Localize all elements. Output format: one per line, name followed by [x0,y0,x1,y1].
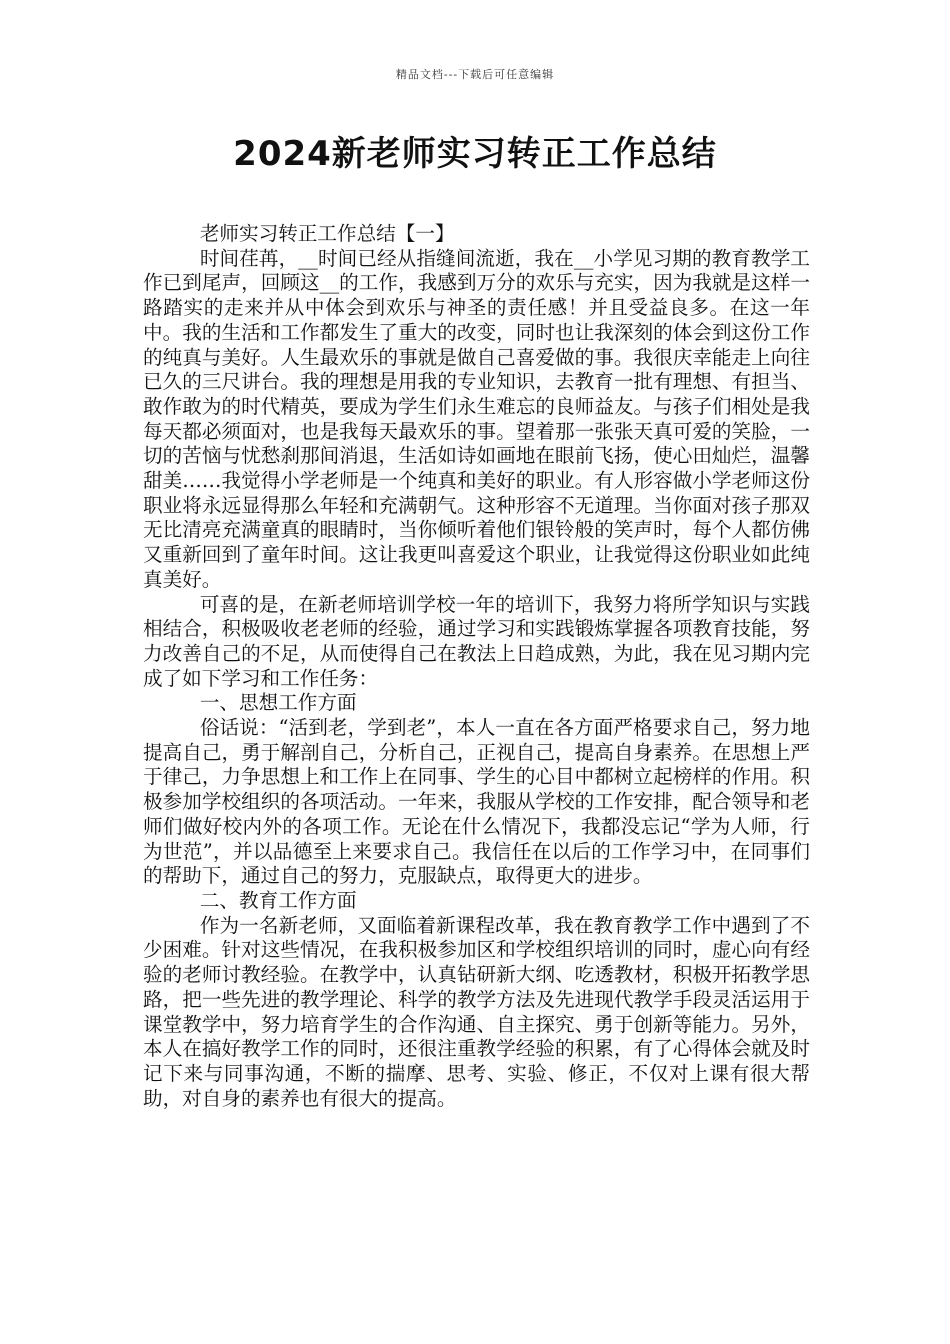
section-heading-education: 二、教育工作方面 [199,888,357,912]
paragraph-training: 可喜的是，在新老师培训学校一年的培训下，我努力将所学知识与实践相结合，积极吸收老老师的经验，通过学习和实践锻炼掌握各项教育技能，努力改善自己的不足，从而使得自己在教法上日趋成熟，为此，我在见习期内完成了如下学习和工作任务： [143,592,810,690]
paragraph-education: 作为一名新老师，又面临着新课程改革，我在教育教学工作中遇到了不少困难。针对这些情况，在我积极参加区和学校组织培训的同时，虚心向有经验的老师讨教经验。在教学中，认真钻研新大纲、吃透教材，积极开拓教学思路，把一些先进的教学理论、科学的教学方法及先进现代教学手段灵活运用于课堂教学中，努力培育学生的合作沟通、自主探究、勇于创新等能力。另外，本人在搞好教学工作的同时，还很注重教学经验的积累，有了心得体会就及时记下来与同事沟通，不断的揣摩、思考、实验、修正，不仅对上课有很大帮助，对自身的素养也有很大的提高。 [143,913,810,1110]
paragraph-intro: 时间荏苒，__时间已经从指缝间流逝，我在__小学见习期的教育教学工作已到尾声，回顾这__的工作，我感到万分的欢乐与充实，因为我就是这样一路踏实的走来并从中体会到欢乐与神圣的责任感！并且受益良多。在这一年中。我的生活和工作都发生了重大的改变，同时也让我深刻的体会到这份工作的纯真与美好。人生最欢乐的事就是做自己喜爱做的事。我很庆幸能走上向往已久的三尺讲台。我的理想是用我的专业知识，去教育一批有理想、有担当、敢作敢为的时代精英，要成为学生们永生难忘的良师益友。与孩子们相处是我每天都必须面对，也是我每天最欢乐的事。望着那一张张天真可爱的笑脸，一切的苦恼与忧愁刹那间消退，生活如诗如画地在眼前飞扬，使心田灿烂，温馨甜美……我觉得小学老师是一个纯真和美好的职业。有人形容做小学老师这份职业将永远显得那么年轻和充满朝气。这种形容不无道理。当你面对孩子那双无比清亮充满童真的眼睛时，当你倾听着他们银铃般的笑声时，每个人都仿佛又重新回到了童年时间。这让我更叫喜爱这个职业，让我觉得这份职业如此纯真美好。 [143,246,810,591]
document-title: 2024新老师实习转正工作总结 [233,134,717,174]
paragraph-thought: 俗话说：“活到老，学到老”，本人一直在各方面严格要求自己，努力地提高自己，勇于解剖自己，分析自己，正视自己，提高自身素养。在思想上严于律己，力争思想上和工作上在同事、学生的心目中都树立起榜样的作用。积极参加学校组织的各项活动。一年来，我服从学校的工作安排，配合领导和老师们做好校内外的各项工作。无论在什么情况下，我都没忘记“学为人师，行为世范”，并以品德至上来要求自己。我信任在以后的工作学习中，在同事们的帮助下，通过自己的努力，克服缺点，取得更大的进步。 [143,716,810,888]
document-body [143,222,810,1111]
section-heading-part-one: 老师实习转正工作总结【一】 [199,222,455,245]
section-heading-thought: 一、思想工作方面 [199,691,357,715]
header-note: 精品文档---下载后可任意编辑 [395,68,555,81]
